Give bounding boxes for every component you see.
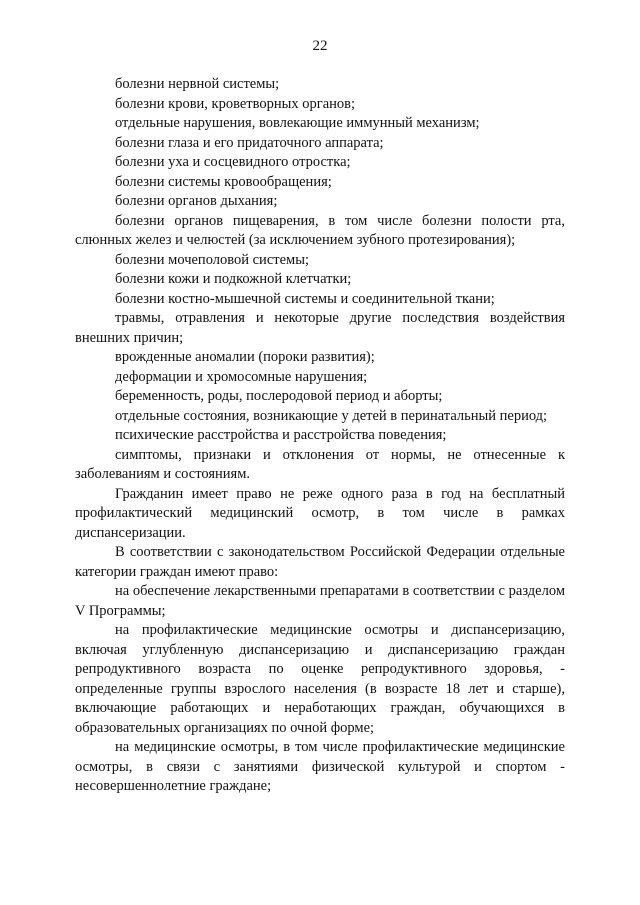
page-number: 22: [312, 38, 328, 54]
paragraph: болезни органов пищеварения, в том числе болезни полости рта, слюнных желез и челюстей (за исключением зубного протезирования);: [75, 212, 565, 248]
paragraph: врожденные аномалии (пороки развития);: [115, 349, 375, 365]
paragraph: на обеспечение лекарственными препаратами в соответствии с разделом V Программы;: [75, 583, 565, 619]
paragraph: травмы, отравления и некоторые другие последствия воздействия внешних причин;: [75, 310, 565, 346]
paragraph: беременность, роды, послеродовой период и аборты;: [115, 388, 443, 404]
paragraph: болезни мочеполовой системы;: [115, 251, 309, 268]
paragraph: болезни органов дыхания;: [115, 193, 278, 209]
paragraph: болезни уха и сосцевидного отростка;: [115, 154, 351, 170]
paragraph: болезни системы кровообращения;: [115, 173, 332, 190]
paragraph: болезни кожи и подкожной клетчатки;: [115, 271, 352, 287]
paragraph: на медицинские осмотры, в том числе профилактические медицинские осмотры, в связи с занятиями физической культурой и спортом - несовершеннолетние граждане;: [75, 739, 565, 794]
document-body: [75, 75, 565, 797]
paragraph: В соответствии с законодательством Российской Федерации отдельные категории граждан имеют право:: [75, 544, 565, 580]
paragraph: болезни крови, кроветворных органов;: [115, 95, 356, 112]
paragraph: симптомы, признаки и отклонения от нормы, не отнесенные к заболеваниям и состояниям.: [75, 446, 565, 482]
paragraph: отдельные нарушения, вовлекающие иммунный механизм;: [115, 115, 480, 131]
paragraph: Гражданин имеет право не реже одного раза в год на бесплатный профилактический медицинский осмотр, в том числе в рамках диспансеризации.: [75, 485, 565, 541]
paragraph: на профилактические медицинские осмотры и диспансеризацию, включая углубленную диспансеризацию и диспансеризацию граждан репродуктивного возраста по оценке репродуктивного здоровья, - определенные группы взрослого населения (в возрасте 18 лет и старше), включающие работающих и неработающих граждан, обучающихся в образовательных организациях по очной форме;: [75, 622, 565, 736]
paragraph: болезни костно-мышечной системы и соединительной ткани;: [115, 290, 495, 307]
paragraph: болезни нервной системы;: [115, 76, 280, 92]
paragraph: отдельные состояния, возникающие у детей в перинатальный период;: [115, 407, 548, 424]
paragraph: психические расстройства и расстройства поведения;: [115, 427, 447, 443]
paragraph: болезни глаза и его придаточного аппарата;: [115, 134, 384, 151]
paragraph: деформации и хромосомные нарушения;: [115, 368, 368, 385]
